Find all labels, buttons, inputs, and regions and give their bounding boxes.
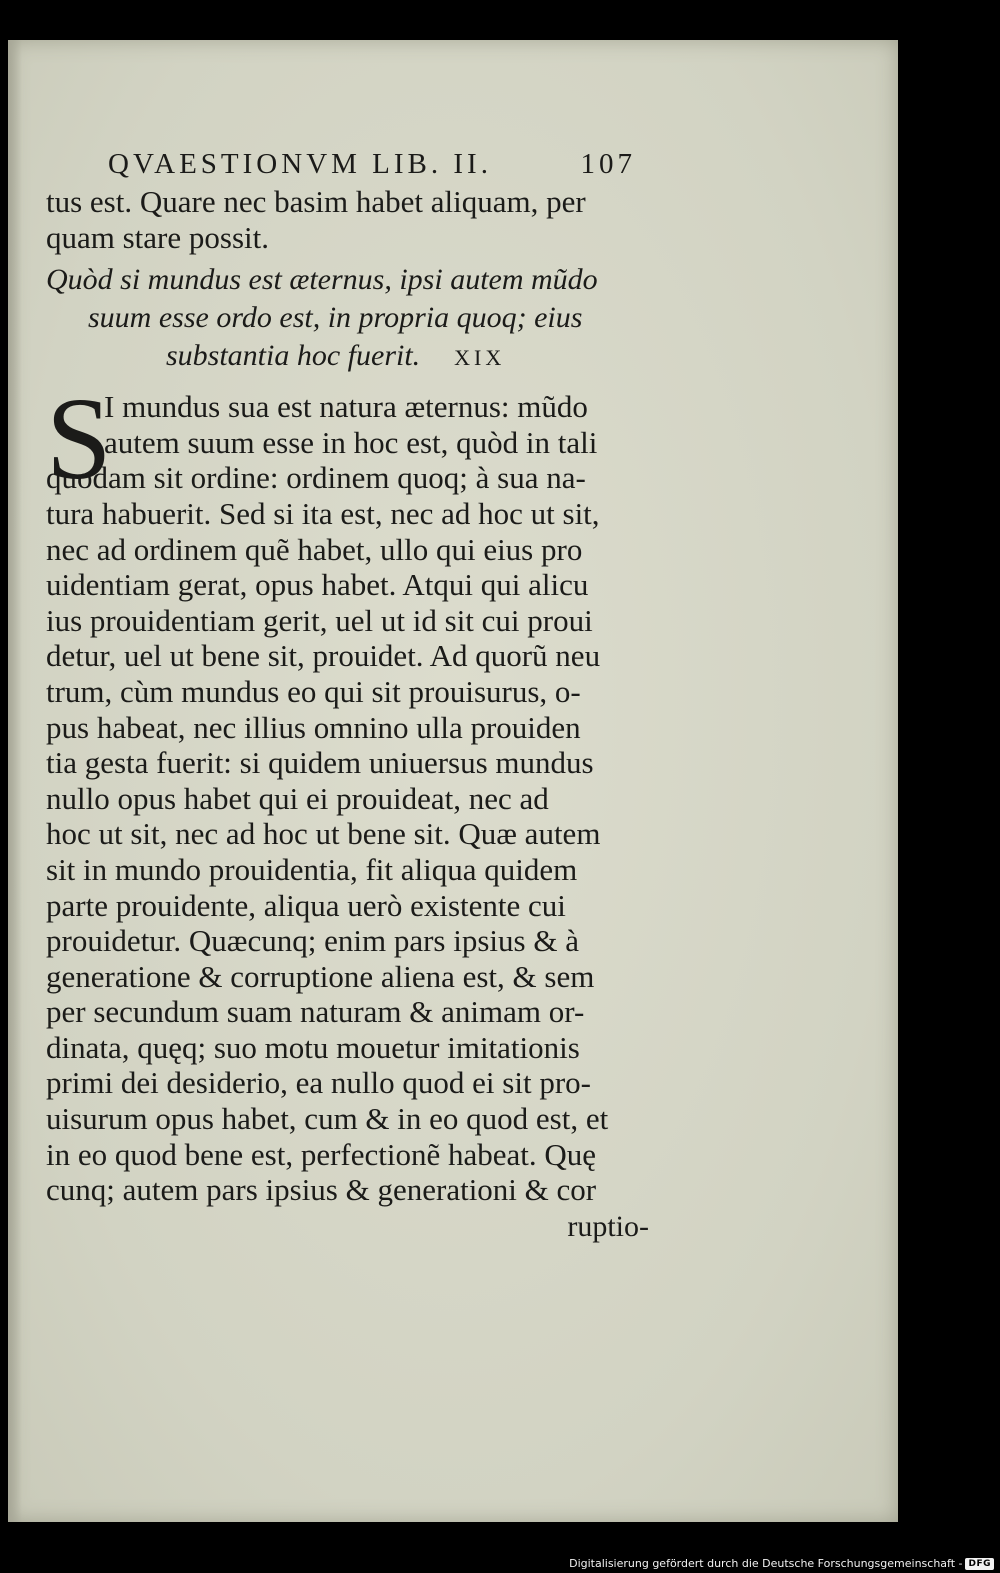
body-text (46, 373, 646, 1208)
text-line: tura habuerit. Sed si ita est, nec ad hoc ut sit, (46, 495, 600, 531)
text-line: cunq; autem pars ipsius & generationi & cor (46, 1172, 597, 1208)
text-line: in eo quod bene est, perfectionẽ habeat. Quę (46, 1136, 597, 1172)
digitization-credit (569, 1557, 994, 1570)
text-line: quam stare possit. (46, 219, 269, 255)
chapter-heading (46, 261, 646, 377)
text-line: autem suum esse in hoc est, quòd in tali (104, 424, 598, 460)
heading-line: Quòd si mundus est æternus, ipsi autem mũdo (46, 263, 598, 297)
spine-shadow (8, 40, 22, 1522)
heading-line (46, 337, 646, 377)
page-number: 107 (580, 148, 636, 180)
text-line: tia gesta fuerit: si quidem uniuersus mundus (46, 745, 594, 781)
text-line: primi dei desiderio, ea nullo quod ei sit pro- (46, 1065, 591, 1101)
text-line: per secundum suam naturam & animam or- (46, 994, 585, 1030)
chapter-number: XIX (454, 345, 506, 371)
text-line: pus habeat, nec illius omnino ulla prouiden (46, 709, 581, 745)
dfg-logo: DFG (965, 1558, 994, 1570)
text-line: hoc ut sit, nec ad hoc ut bene sit. Quæ autem (46, 816, 601, 852)
text-line: ius prouidentiam gerit, uel ut id sit cui proui (46, 602, 593, 638)
text-line: generatione & corruptione aliena est, & sem (46, 958, 595, 994)
running-head (108, 144, 636, 184)
credit-text: Digitalisierung gefördert durch die Deutsche Forschungsgemeinschaft - (569, 1557, 963, 1570)
catchword: ruptio- (567, 1209, 649, 1243)
text-line: uisurum opus habet, cum & in eo quod est, et (46, 1101, 609, 1137)
text-line: prouidetur. Quæcunq; enim pars ipsius & à (46, 923, 579, 959)
text-line: nec ad ordinem quẽ habet, ullo qui eius pro (46, 531, 583, 567)
text-line: quodam sit ordine: ordinem quoq; à sua na- (46, 460, 586, 496)
heading-line: suum esse ordo est, in propria quoq; eius (88, 301, 583, 335)
heading-line-text: substantia hoc fuerit. (166, 339, 421, 373)
text-line: nullo opus habet qui ei prouideat, nec ad (46, 780, 549, 816)
book-page (8, 40, 898, 1522)
text-line: sit in mundo prouidentia, fit aliqua quidem (46, 851, 578, 887)
text-line: tus est. Quare nec basim habet aliquam, per (46, 184, 586, 219)
text-line: I mundus sua est natura æternus: mũdo (104, 389, 588, 425)
text-line: parte prouidente, aliqua uerò existente cui (46, 887, 566, 923)
running-head-title: QVAESTIONVM LIB. II. (108, 148, 492, 180)
text-line: detur, uel ut bene sit, prouidet. Ad quorũ neu (46, 638, 601, 674)
text-line: dinata, quęq; suo motu mouetur imitationis (46, 1029, 580, 1065)
drop-cap: S (46, 373, 112, 505)
text-line: trum, cùm mundus eo qui sit prouisurus, o- (46, 673, 581, 709)
text-line: uidentiam gerat, opus habet. Atqui qui alicu (46, 567, 589, 603)
text-block (46, 144, 649, 1246)
